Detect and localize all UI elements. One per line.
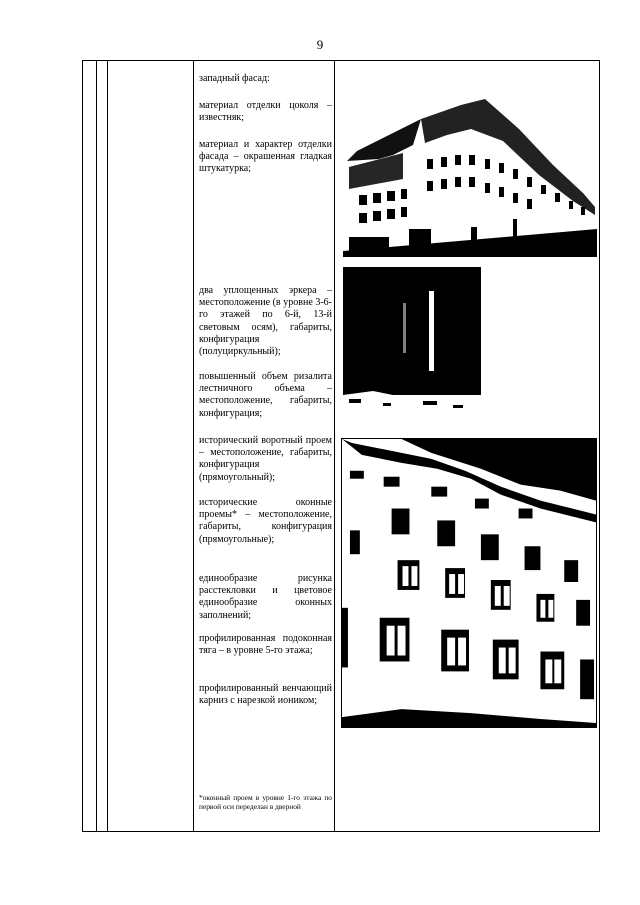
column-divider — [334, 61, 335, 831]
description-paragraph: два уплощенных эркера – местоположение (в уровне 3-6-го этажей по 6-й, 13-й световым осям), габариты, конфигурация (полуциркульный); — [199, 285, 332, 358]
description-paragraph: исторический воротный проем – местоположение, габариты, конфигурация (прямоугольный); — [199, 435, 332, 483]
windows-photo-icon — [342, 439, 596, 727]
description-paragraph: профилированная подоконная тяга – в уровне 5-го этажа; — [199, 633, 332, 657]
page-number: 9 — [316, 37, 324, 52]
description-paragraph: материал отделки цоколя – известняк; — [199, 100, 332, 124]
description-paragraph: западный фасад: — [199, 73, 270, 84]
footnote: *оконный проем в уровне 1-го этажа по первой оси переделан в дверной — [199, 793, 332, 812]
description-paragraph: профилированный венчающий карниз с нарезкой иоником; — [199, 683, 332, 707]
west-facade-photo — [343, 89, 597, 257]
upper-floors-photo — [341, 438, 597, 728]
description-paragraph: материал и характер отделки фасада – окрашенная гладкая штукатурка; — [199, 139, 332, 175]
building-photo-icon — [343, 89, 597, 257]
column-divider — [96, 61, 97, 831]
column-divider — [107, 61, 108, 831]
heritage-table — [82, 60, 600, 832]
description-column — [199, 73, 332, 831]
gate-photo-icon — [343, 267, 481, 411]
gate-opening-photo — [343, 267, 481, 411]
description-paragraph: единообразие рисунка расстекловки и цветовое единообразие оконных заполнений; — [199, 573, 332, 621]
description-paragraph: повышенный объем ризалита лестничного объема – местоположение, габариты, конфигурация; — [199, 371, 332, 419]
description-paragraph: исторические оконные проемы* – местоположение, габариты, конфигурация (прямоугольные); — [199, 497, 332, 545]
column-divider — [193, 61, 194, 831]
